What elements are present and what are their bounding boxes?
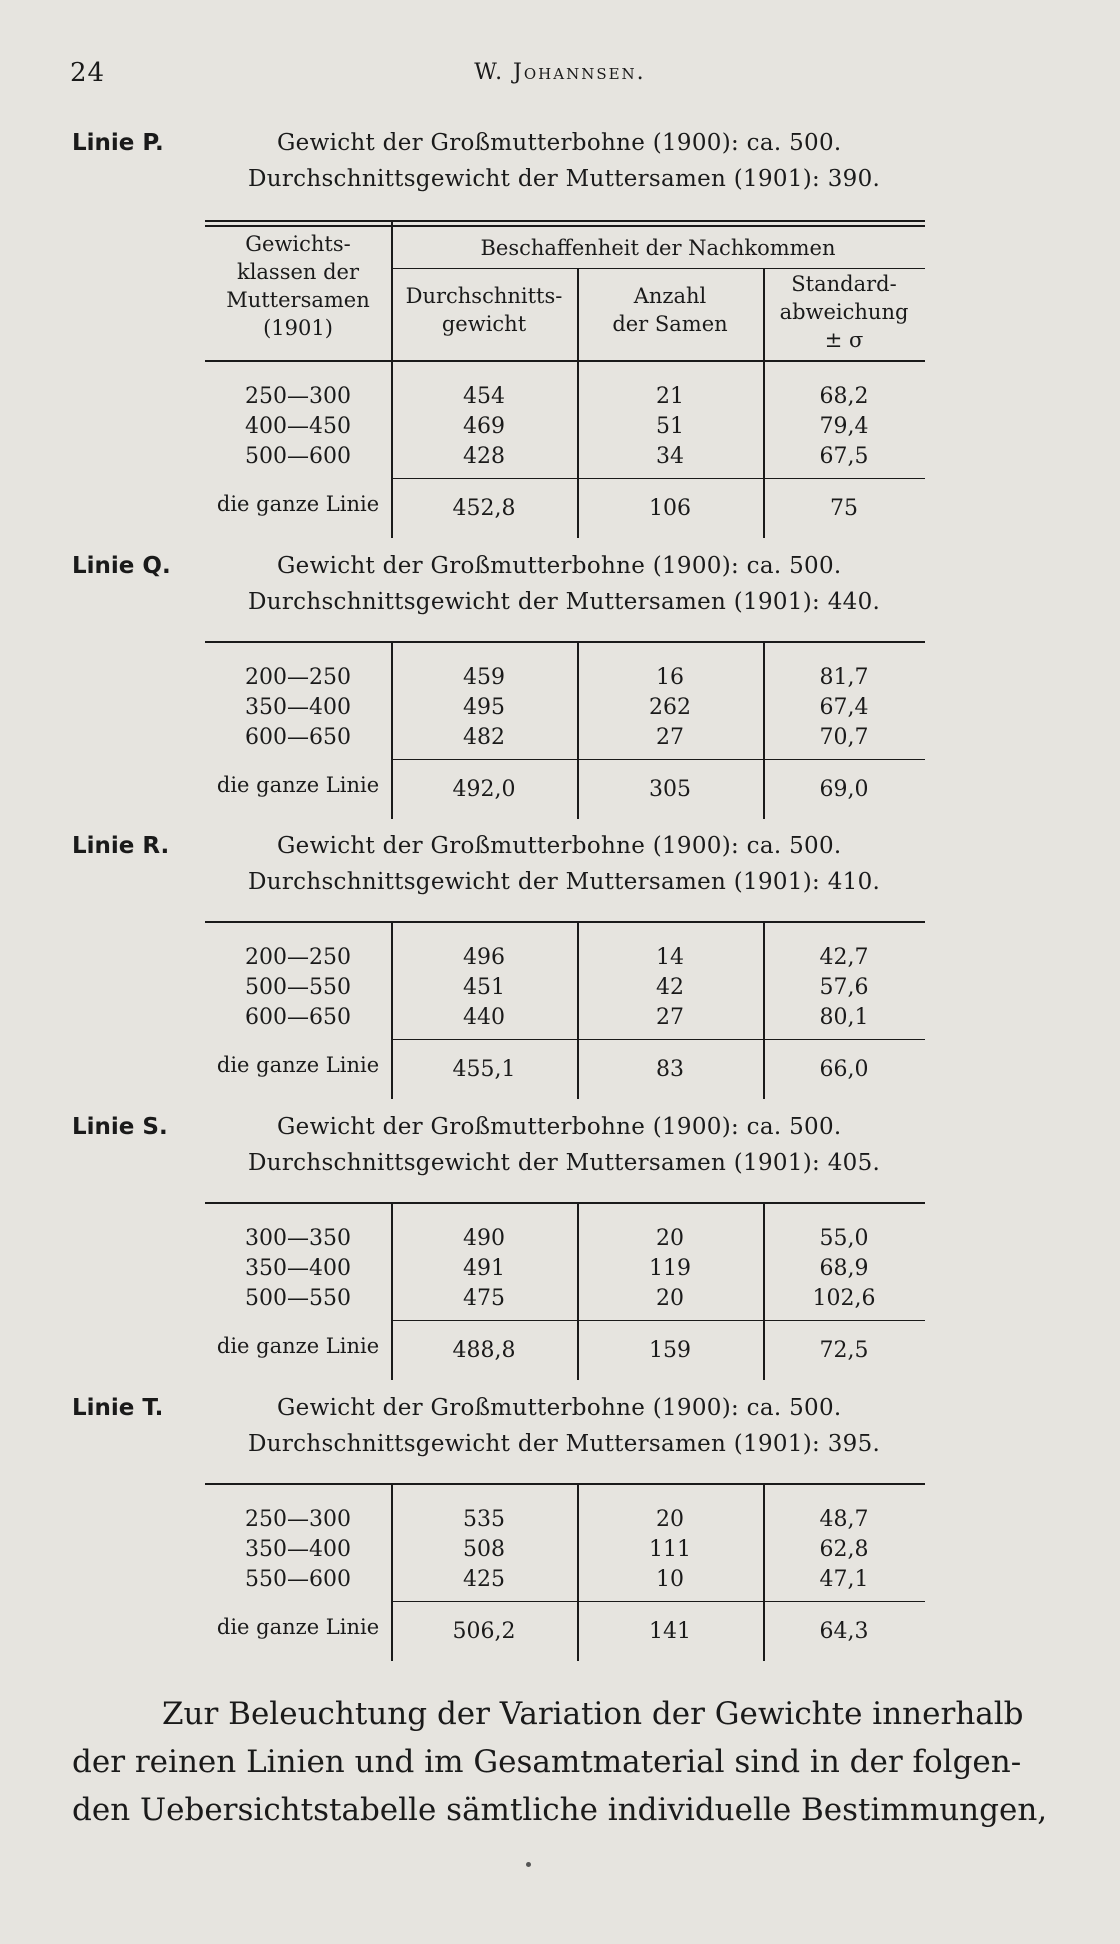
column-divider — [763, 641, 765, 819]
col-header-weight-class — [205, 230, 391, 342]
table-cell-mean: 495 — [463, 695, 505, 720]
total-label: die ganze Linie — [216, 773, 380, 797]
table-cell-sd: 67,4 — [819, 695, 869, 720]
column-divider — [577, 641, 579, 819]
grandmother-weight-line: Gewicht der Großmutterbohne (1900): ca. 500. — [277, 130, 842, 156]
total-cell-sd: 75 — [830, 496, 858, 521]
table-cell-sd: 55,0 — [819, 1226, 869, 1251]
grandmother-weight-line: Gewicht der Großmutterbohne (1900): ca. 500. — [277, 1395, 842, 1421]
table-cell-count: 20 — [656, 1286, 684, 1311]
table-cell-klasse: 500—600 — [245, 444, 351, 469]
table-cell-klasse: 200—250 — [245, 665, 351, 690]
mother-seed-average-line: Durchschnittsgewicht der Muttersamen (1901): 405. — [248, 1150, 881, 1176]
table-cell-count: 34 — [656, 444, 684, 469]
grandmother-weight-line: Gewicht der Großmutterbohne (1900): ca. 500. — [277, 1114, 842, 1140]
total-cell-count: 106 — [649, 496, 691, 521]
header-line: klassen der — [236, 260, 360, 284]
total-label: die ganze Linie — [216, 1053, 380, 1077]
total-cell-sd: 66,0 — [819, 1057, 869, 1082]
header-line: der Samen — [612, 312, 728, 336]
column-divider — [577, 921, 579, 1099]
table-cell-mean: 491 — [463, 1256, 505, 1281]
group-rule — [391, 268, 925, 269]
table-cell-klasse: 500—550 — [245, 975, 351, 1000]
col-header-count — [577, 282, 763, 338]
page-number: 24 — [70, 58, 106, 88]
total-cell-mean: 492,0 — [452, 777, 516, 802]
table-cell-sd: 68,2 — [819, 384, 869, 409]
table-cell-klasse: 600—650 — [245, 725, 351, 750]
running-head: W. Johannsen. — [474, 60, 646, 85]
linie-label: Linie P. — [72, 130, 164, 156]
total-rule — [391, 1039, 925, 1040]
col-header-mean — [391, 282, 577, 338]
table-cell-count: 42 — [656, 975, 684, 1000]
table-top-rule — [205, 220, 925, 222]
ink-speck — [526, 1862, 531, 1867]
table-cell-mean: 496 — [463, 945, 505, 970]
table-cell-count: 20 — [656, 1507, 684, 1532]
header-line: Standard- — [791, 272, 897, 296]
table-cell-mean: 454 — [463, 384, 505, 409]
total-label: die ganze Linie — [216, 492, 380, 516]
table-cell-mean: 451 — [463, 975, 505, 1000]
header-line: (1901) — [263, 316, 333, 340]
table-cell-count: 10 — [656, 1567, 684, 1592]
total-rule — [391, 478, 925, 479]
header-line: Muttersamen — [226, 288, 370, 312]
col-header-sd — [763, 270, 925, 354]
col-header-group: Beschaffenheit der Nachkommen — [480, 236, 836, 260]
table-cell-mean: 428 — [463, 444, 505, 469]
grandmother-weight-line: Gewicht der Großmutterbohne (1900): ca. 500. — [277, 553, 842, 579]
table-cell-klasse: 300—350 — [245, 1226, 351, 1251]
total-rule — [391, 1320, 925, 1321]
mother-seed-average-line: Durchschnittsgewicht der Muttersamen (1901): 440. — [248, 589, 881, 615]
table-cell-sd: 68,9 — [819, 1256, 869, 1281]
table-cell-sd: 70,7 — [819, 725, 869, 750]
column-divider — [577, 1483, 579, 1661]
column-divider — [763, 921, 765, 1099]
table-cell-count: 27 — [656, 1005, 684, 1030]
table-cell-sd: 102,6 — [812, 1286, 876, 1311]
table-cell-mean: 508 — [463, 1537, 505, 1562]
mother-seed-average-line: Durchschnittsgewicht der Muttersamen (1901): 390. — [248, 166, 881, 192]
header-line: Durchschnitts- — [405, 284, 563, 308]
table-cell-mean: 425 — [463, 1567, 505, 1592]
page-header — [0, 58, 1120, 98]
column-divider — [391, 921, 393, 1099]
column-divider — [763, 1202, 765, 1380]
table-cell-count: 20 — [656, 1226, 684, 1251]
linie-label: Linie T. — [72, 1395, 164, 1421]
total-cell-count: 141 — [649, 1619, 691, 1644]
table-cell-klasse: 350—400 — [245, 1537, 351, 1562]
column-divider — [763, 360, 765, 538]
table-cell-sd: 79,4 — [819, 414, 869, 439]
table-cell-count: 111 — [649, 1537, 691, 1562]
column-divider — [391, 1483, 393, 1661]
table-cell-count: 51 — [656, 414, 684, 439]
table-cell-mean: 475 — [463, 1286, 505, 1311]
table-cell-sd: 42,7 — [819, 945, 869, 970]
total-cell-mean: 506,2 — [452, 1619, 516, 1644]
table-body-rule — [205, 641, 925, 643]
total-cell-sd: 69,0 — [819, 777, 869, 802]
total-label: die ganze Linie — [216, 1615, 380, 1639]
column-divider — [391, 641, 393, 819]
table-cell-mean: 440 — [463, 1005, 505, 1030]
total-cell-count: 83 — [656, 1057, 684, 1082]
table-cell-klasse: 250—300 — [245, 384, 351, 409]
header-divider — [763, 268, 765, 360]
header-line: ± σ — [824, 328, 864, 352]
table-cell-count: 16 — [656, 665, 684, 690]
table-cell-mean: 469 — [463, 414, 505, 439]
header-divider — [577, 268, 579, 360]
linie-label: Linie S. — [72, 1114, 168, 1140]
total-cell-count: 305 — [649, 777, 691, 802]
linie-label: Linie R. — [72, 833, 170, 859]
total-cell-mean: 488,8 — [452, 1338, 516, 1363]
table-cell-sd: 67,5 — [819, 444, 869, 469]
table-cell-count: 262 — [649, 695, 691, 720]
table-cell-klasse: 350—400 — [245, 695, 351, 720]
mother-seed-average-line: Durchschnittsgewicht der Muttersamen (1901): 410. — [248, 869, 881, 895]
table-cell-count: 14 — [656, 945, 684, 970]
total-cell-sd: 72,5 — [819, 1338, 869, 1363]
total-cell-count: 159 — [649, 1338, 691, 1363]
table-body-rule — [205, 921, 925, 923]
paragraph-line: den Uebersichtstabelle sämtliche individuelle Bestimmungen, — [72, 1792, 1048, 1828]
linie-label: Linie Q. — [72, 553, 171, 579]
total-cell-sd: 64,3 — [819, 1619, 869, 1644]
header-line: Anzahl — [633, 284, 707, 308]
table-cell-sd: 81,7 — [819, 665, 869, 690]
mother-seed-average-line: Durchschnittsgewicht der Muttersamen (1901): 395. — [248, 1431, 881, 1457]
table-body-rule — [205, 1202, 925, 1204]
table-cell-klasse: 400—450 — [245, 414, 351, 439]
column-divider — [391, 1202, 393, 1380]
table-cell-klasse: 350—400 — [245, 1256, 351, 1281]
header-line: abweichung — [779, 300, 909, 324]
table-top-rule — [205, 225, 925, 227]
paragraph-line: der reinen Linien und im Gesamtmaterial sind in der folgen- — [72, 1744, 1022, 1780]
table-cell-count: 119 — [649, 1256, 691, 1281]
table-cell-sd: 48,7 — [819, 1507, 869, 1532]
column-divider — [763, 1483, 765, 1661]
table-cell-count: 21 — [656, 384, 684, 409]
column-divider — [577, 1202, 579, 1380]
table-cell-klasse: 600—650 — [245, 1005, 351, 1030]
table-cell-klasse: 550—600 — [245, 1567, 351, 1592]
table-cell-sd: 47,1 — [819, 1567, 869, 1592]
header-divider — [391, 220, 393, 360]
table-cell-mean: 490 — [463, 1226, 505, 1251]
table-cell-klasse: 250—300 — [245, 1507, 351, 1532]
column-divider — [577, 360, 579, 538]
table-cell-count: 27 — [656, 725, 684, 750]
total-label: die ganze Linie — [216, 1334, 380, 1358]
table-body-rule — [205, 1483, 925, 1485]
table-cell-sd: 80,1 — [819, 1005, 869, 1030]
total-rule — [391, 759, 925, 760]
table-body-rule — [205, 360, 925, 362]
table-cell-mean: 459 — [463, 665, 505, 690]
table-cell-sd: 62,8 — [819, 1537, 869, 1562]
header-line: gewicht — [441, 312, 527, 336]
paragraph-line: Zur Beleuchtung der Variation der Gewichte innerhalb — [162, 1696, 1024, 1732]
grandmother-weight-line: Gewicht der Großmutterbohne (1900): ca. 500. — [277, 833, 842, 859]
total-rule — [391, 1601, 925, 1602]
table-cell-mean: 535 — [463, 1507, 505, 1532]
column-divider — [391, 360, 393, 538]
table-cell-klasse: 500—550 — [245, 1286, 351, 1311]
table-cell-mean: 482 — [463, 725, 505, 750]
header-line: Gewichts- — [245, 232, 351, 256]
total-cell-mean: 455,1 — [452, 1057, 516, 1082]
table-cell-sd: 57,6 — [819, 975, 869, 1000]
table-cell-klasse: 200—250 — [245, 945, 351, 970]
total-cell-mean: 452,8 — [452, 496, 516, 521]
body-paragraph — [72, 1690, 1062, 1834]
